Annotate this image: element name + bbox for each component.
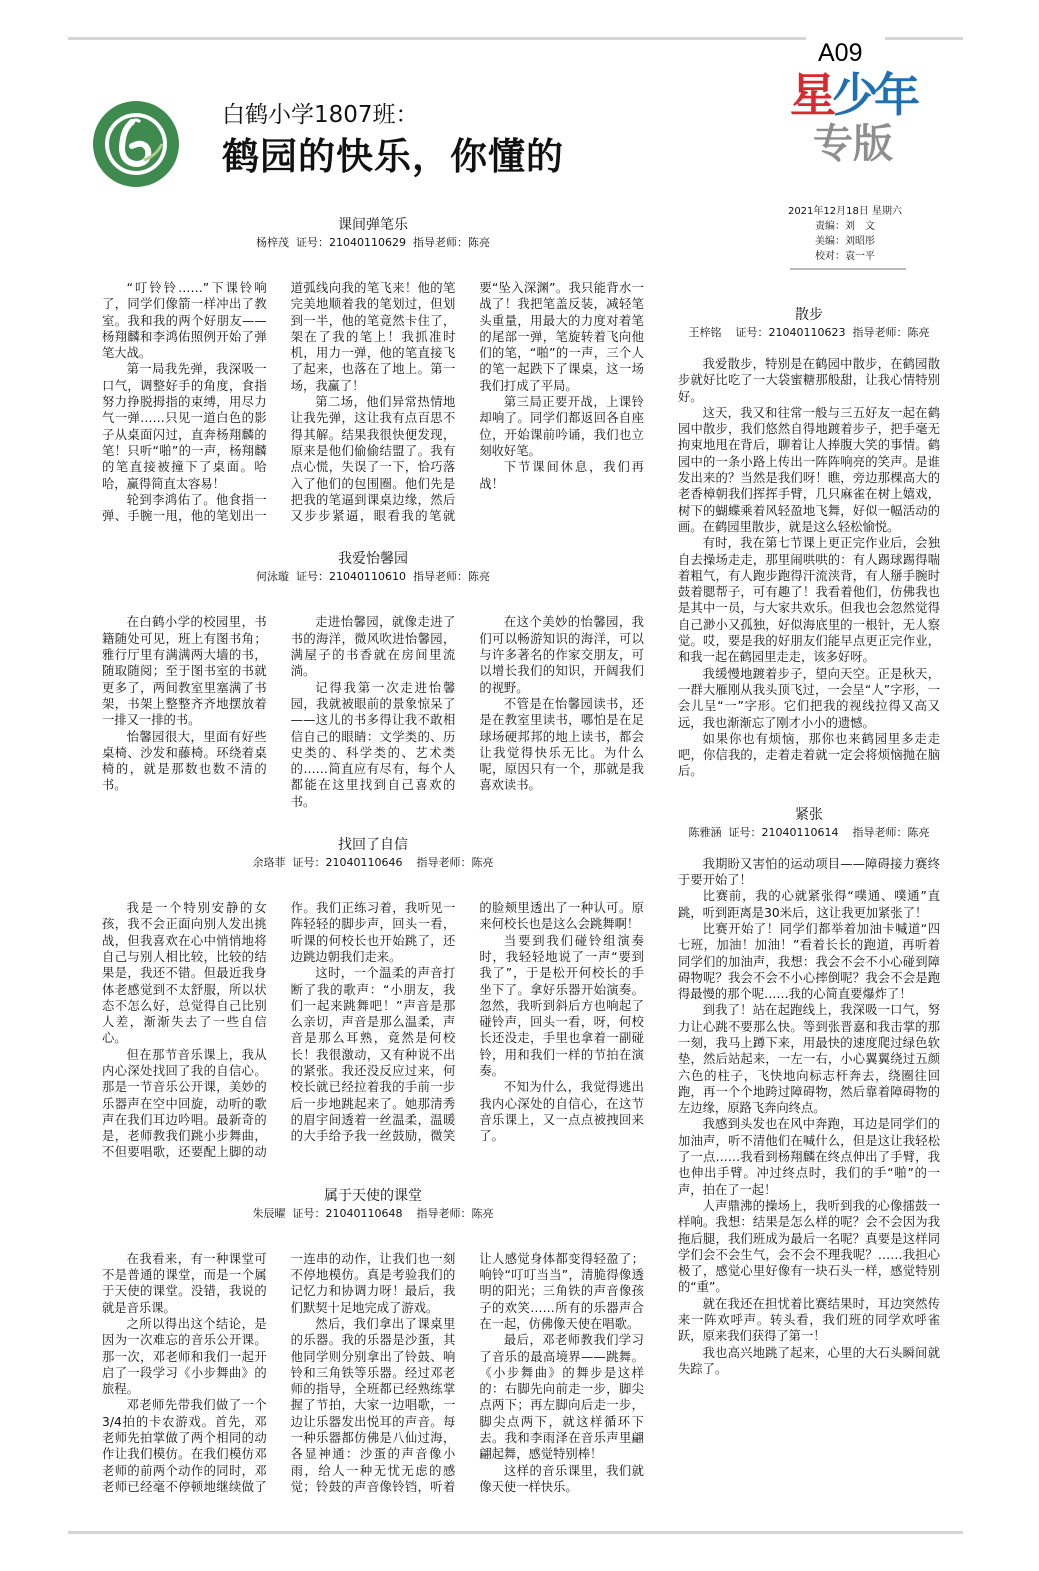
article — [102, 550, 644, 810]
article-paragraph: 我感到头发也在风中奔跑，耳边是同学们的加油声，听不清他们在喊什么，但是这让我轻松了一点……我看到杨翔麟在终点伸出了手臂，我也伸出手臂。冲过终点时，我们的手“啪”的一声，拍在了一起！ — [678, 1117, 940, 1197]
article-title: 课间弹笔乐 — [338, 217, 408, 233]
article — [678, 306, 940, 780]
section-label: 专版 — [813, 120, 893, 167]
article-paragraph: 第二场，他们异常热情地让我先弹，这让我有点百思不得其解。结果我很快便发现，原来是他们偷偷结盟了。我有点心慌，失误了一下，恰巧落入了他们的包围圈。他们先是把我的笔逼到课桌边缘，然后又步步紧逼，眼看我的笔就要“坠入深渊”。我只能背水一战了！我把笔盖反装，减轻笔头重量，用最大的力度对着笔的尾部一弹，笔旋转着飞向他们的笔，“啪”的一声，三个人的笔一起跌下了课桌，这一场我们打成了平局。 — [290, 281, 644, 524]
article-body — [102, 900, 644, 1161]
article-paragraph: 在这个美妙的怡馨园，我们可以畅游知识的海洋，可以与许多著名的作家交朋友，可以增长我们的知识，开阔我们的视野。 — [479, 615, 644, 695]
article-paragraph: 然后，我们拿出了课桌里的乐器。我的乐器是沙蛋，其他同学则分别拿出了铃鼓、响铃和三角铁等乐器。经过邓老师的指导，全班都已经熟练掌握了节拍，大家一边唱歌，一边让乐器发出悦耳的声音。每一种乐器都仿佛是八仙过海，各显神通：沙蛋的声音像小雨，给人一种无忧无虑的感觉；铃鼓的声音像铃铛，听着让人感觉身体都变得轻盈了；响铃“叮叮当当”，清脆得像透明的阳光；三角铁的声音像孩子的欢笑……所有的乐器声合在一起，仿佛像天使在唱歌。 — [290, 1251, 644, 1494]
article-paragraph: 这样的音乐课里，我们就像天使一样快乐。 — [479, 1463, 644, 1494]
article-paragraph: 怡馨园很大，里面有好些桌椅、沙发和藤椅。环绕着桌椅的，就是那数也数不清的书。 — [102, 729, 267, 793]
meta-divider — [790, 268, 906, 270]
article-paragraph: 但在那节音乐课上，我从内心深处找回了我的自信心。那是一节音乐公开课，美妙的乐器声在空中回旋，动听的歌声在我们耳边吟唱。最新奇的是，老师教我们跳小步舞曲，不但要唱歌，还要配上脚的动作。我们正练习着，我听见一阵轻轻的脚步声，回头一看，听课的何校长也开始跳了，还边跳边朝我们走来。 — [102, 901, 456, 1160]
article-body — [678, 356, 940, 780]
article-paragraph: 记得我第一次走进怡馨园，我就被眼前的景象惊呆了——这儿的书多得让我不敢相信自己的眼睛：文学类的、历史类的、科学类的、艺术类的……简直应有尽有，每个人都能在这里找到自己喜欢的书。 — [290, 680, 456, 809]
bottom-rule — [68, 1531, 963, 1534]
page-headline: 鹤园的快乐，你懂的 — [222, 135, 564, 178]
article-paragraph: 在我看来，有一种课堂可不是普通的课堂，而是一个属于天使的课堂。没错，我说的就是音乐课。 — [102, 1251, 267, 1315]
brand-part2: 少年 — [832, 69, 916, 121]
article-paragraph: 我爱散步，特别是在鹤园中散步，在鹤园散步就好比吃了一大袋蜜糖那般甜，让我心情特别好。 — [678, 357, 940, 404]
article-byline: 何泳璇 证号：21040110610 指导老师：陈亮 — [256, 570, 490, 584]
left-articles-column — [102, 216, 644, 1521]
article-paragraph: 当要到我们碰铃组演奏时，我轻轻地说了一声“要到我了”，于是松开何校长的手坐下了。拿好乐器开始演奏。忽然，我听到斜后方也响起了碰铃声，回头一看，呀，何校长还没走，手里也拿着一副碰铃，用和我们一样的节拍在演奏。 — [479, 933, 644, 1078]
article-title: 散步 — [795, 307, 823, 323]
article-paragraph: 这天，我又和往常一般与三五好友一起在鹤园中散步，我们悠然自得地踱着步子，把手毫无拘束地甩在背后，聊着让人捧腹大笑的事情。鹤园中的一条小路上传出一阵阵响亮的笑声。是谁发出来的？当然是我们呀！瞧，旁边那棵高大的老香樟朝我们挥挥手臂，几只麻雀在树上嬉戏，树下的蝴蝶乘着风轻盈地飞舞，好似一幅活动的画。在鹤园里散步，就是这么轻松愉悦。 — [678, 405, 940, 534]
article-paragraph: 之所以得出这个结论，是因为一次难忘的音乐公开课。那一次，邓老师和我们一起开启了一段学习《小步舞曲》的旅程。 — [102, 1316, 267, 1397]
article-body — [678, 856, 940, 1378]
article-paragraph: 不管是在怡馨园读书，还是在教室里读书，哪怕是在足球场硬邦邦的地上读书，都会让我觉得快乐无比。为什么呢，原因只有一个，那就是我喜欢读书。 — [479, 696, 644, 793]
article-paragraph: 下节课间休息，我们再战！ — [479, 460, 644, 491]
article-title: 找回了自信 — [338, 837, 408, 854]
article-title: 我爱怡馨园 — [338, 551, 408, 568]
article-paragraph: 如果你也有烦恼，那你也来鹤园里多走走吧，你信我的，走着走着就一定会将烦恼抛在脑后。 — [678, 731, 940, 779]
article-byline: 杨梓茂 证号：21040110629 指导老师：陈亮 — [256, 236, 490, 249]
article-title: 紧张 — [795, 806, 823, 823]
right-articles-column — [678, 306, 940, 1403]
article-paragraph: 比赛前，我的心就紧张得“噗通、噗通”直跳，听到距离是30米后，这让我更加紧张了！ — [678, 889, 940, 920]
article-paragraph: 走进怡馨园，就像走进了书的海洋，微风吹进怡馨园，满屋子的书香就在房间里流淌。 — [290, 615, 456, 679]
article-paragraph: 有时，我在第七节课上更正完作业后，会独自去操场走走，那里闹哄哄的：有人踢球踢得喘着粗气，有人跑步跑得汗流浃背，有人掰手腕时鼓着腮帮子，可有趣了！我看着他们，仿佛我也是其中一员，与大家共欢乐。但我也会忽然觉得自己渺小又孤独，好似海底里的一根针，无人察觉。哎，要是我的好朋友们能早点更正完作业，和我一起在鹤园里走走，该多好呀。 — [678, 536, 940, 665]
article — [678, 806, 940, 1378]
article-paragraph: 第三局正要开战，上课铃却响了。同学们都返回各自座位，开始课前吟诵，我们也立刻收好笔。 — [479, 395, 644, 458]
proofreader: 校对：袁一平 — [815, 251, 875, 262]
article-body — [102, 614, 644, 810]
article-paragraph: 我也高兴地跳了起来，心里的大石头瞬间就失踪了。 — [678, 1345, 940, 1376]
article-paragraph: “叮铃铃……”下课铃响了，同学们像箭一样冲出了教室。我和我的两个好朋友——杨翔麟和李鸿佑照例开始了弹笔大战。 — [102, 281, 267, 361]
article-paragraph: 不知为什么，我觉得逃出我内心深处的自信心，在这节音乐课上，又一点点被拽回来了。 — [479, 1080, 644, 1144]
article-byline: 陈雅涵 证号：21040110614 指导老师：陈亮 — [688, 825, 930, 839]
article-paragraph: 比赛开始了！同学们都举着加油卡喊道“四七班，加油！加油！”看着长长的跑道，再听着同学们的加油声，我想：我会不会不小心碰到障碍物呢？我会不会不小心摔倒呢？我会不会是跑得最慢的那个呢……我的心简直要爆炸了！ — [678, 921, 940, 1002]
article — [102, 1187, 644, 1495]
article-paragraph: 人声鼎沸的操场上，我听到我的心像擂鼓一样响。我想：结果是怎么样的呢？会不会因为我拖后腿，我们班成为最后一名呢？真要是这样同学们会不会生气，会不会不理我呢？……我担心极了，感觉心里好像有一块石头一样，感觉特别的“重”。 — [678, 1198, 940, 1295]
header-kicker: 白鹤小学1807班： — [222, 102, 419, 128]
article-byline: 王梓铭 证号：21040110623 指导老师：陈亮 — [688, 326, 930, 339]
article-title: 属于天使的课堂 — [324, 1187, 422, 1204]
article-paragraph: 就在我还在担忧着比赛结果时，耳边突然传来一阵欢呼声。转头看，我们班的同学欢呼雀跃，原来我们获得了第一！ — [678, 1296, 940, 1344]
top-rule-left — [68, 37, 806, 40]
top-rule-right — [885, 37, 963, 40]
editor: 责编：刘 文 — [815, 221, 875, 232]
article — [102, 216, 644, 524]
article-paragraph: 邓老师先带我们做了一个3/4拍的卡农游戏。首先，邓老师先拍掌做了两个相同的动作让我们模仿。在我们模仿邓老师的前两个动作的同时，邓老师已经毫不停顿地继续做了一连串的动作，让我们也一刻不停地模仿。真是考验我们的记忆力和协调力呀！最后，我们默契十足地完成了游戏。 — [102, 1251, 456, 1494]
article-byline: 朱辰曜 证号：21040110648 指导老师：陈亮 — [252, 1206, 494, 1220]
edition-date: 2021年12月18日 星期六 — [787, 206, 903, 217]
article-body — [102, 280, 644, 524]
edition-info — [770, 204, 920, 264]
article-paragraph: 我缓慢地踱着步子，望向天空。正是秋天，一群大雁刚从我头顶飞过，一会呈“人”字形，一会儿呈“一”字形。它们把我的视线拉得又高又远，我也渐渐忘了刚才小小的遗憾。 — [678, 666, 940, 730]
article-paragraph: 这时，一个温柔的声音打断了我的歌声：“小朋友，我们一起来跳舞吧！”声音是那么亲切，声音是那么温柔，声音是那么耳熟，竟然是何校长！我很激动，又有种说不出的紧张。我还没反应过来，何校长就已经拉着我的手前一步后一步地跳起来了。她那清秀的眉宇间透着一丝温柔，温暖的大手给予我一丝鼓励，微笑的脸颊里透出了一种认可。原来何校长也是这么会跳舞啊！ — [290, 901, 644, 1144]
brand-part1: 星 — [790, 69, 832, 121]
article-paragraph: 我期盼又害怕的运动项目——障碍接力赛终于要开始了！ — [678, 856, 940, 888]
art-editor: 美编：刘昭彤 — [815, 236, 875, 247]
article-paragraph: 我是一个特别安静的女孩，我不会正面向别人发出挑战，但我喜欢在心中悄悄地将自己与别人相比较，比较的结果是，我还不错。但最近我身体老感觉到不太舒服，所以状态不怎么好，总觉得自己比别人差，渐渐失去了一些自信心。 — [102, 901, 267, 1046]
page-number: A09 — [818, 39, 863, 67]
school-logo-icon — [92, 100, 180, 188]
article-paragraph: 最后，邓老师教我们学习了音乐的最高境界——跳舞。《小步舞曲》的舞步是这样的：右脚先向前走一步，脚尖点两下；再左脚向后走一步，脚尖点两下，就这样循环下去。我和李雨泽在音乐声里翩翩起舞，感觉特别棒！ — [479, 1333, 644, 1462]
article-paragraph: 在白鹤小学的校园里，书籍随处可见，班上有图书角；雅行厅里有满满两大墙的书，随取随阅；至于图书室的书就更多了，两间教室里塞满了书架，书架上整整齐齐地摆放着一排又一排的书。 — [102, 615, 267, 728]
article-byline: 余珞菲 证号：21040110646 指导老师：陈亮 — [252, 856, 494, 870]
article-paragraph: 轮到李鸿佑了。他食指一弹、手腕一甩，他的笔划出一道弧线向我的笔飞来！他的笔完美地顺着我的笔划过，但划到一半，他的笔竟然卡住了，架在了我的笔上！我抓准时机，用力一弹，他的笔直接飞了起来，也落在了地上。第一场，我赢了！ — [102, 281, 456, 524]
article — [102, 836, 644, 1161]
article-paragraph: 到我了！站在起跑线上，我深吸一口气，努力让心跳不要那么快。等到张晋嘉和我击掌的那一刻，我马上蹲下来，用最快的速度爬过绿色软垫，然后站起来，一左一右，小心翼翼绕过五颜六色的柱子，飞快地向标志杆奔去，绕圈往回跑，再一个个地跨过障碍物，然后靠着障碍物的左边缘，原路飞奔向终点。 — [678, 1003, 940, 1116]
masthead-logo — [788, 69, 918, 167]
article-paragraph: 第一局我先弹，我深吸一口气，调整好手的角度，食指努力挣脱拇指的束缚，用尽力气一弹……只见一道白色的影子从桌面闪过，直奔杨翔麟的笔！只听“啪”的一声，杨翔麟的笔直接被撞下了桌面。哈哈，赢得简直太容易！ — [102, 362, 267, 491]
